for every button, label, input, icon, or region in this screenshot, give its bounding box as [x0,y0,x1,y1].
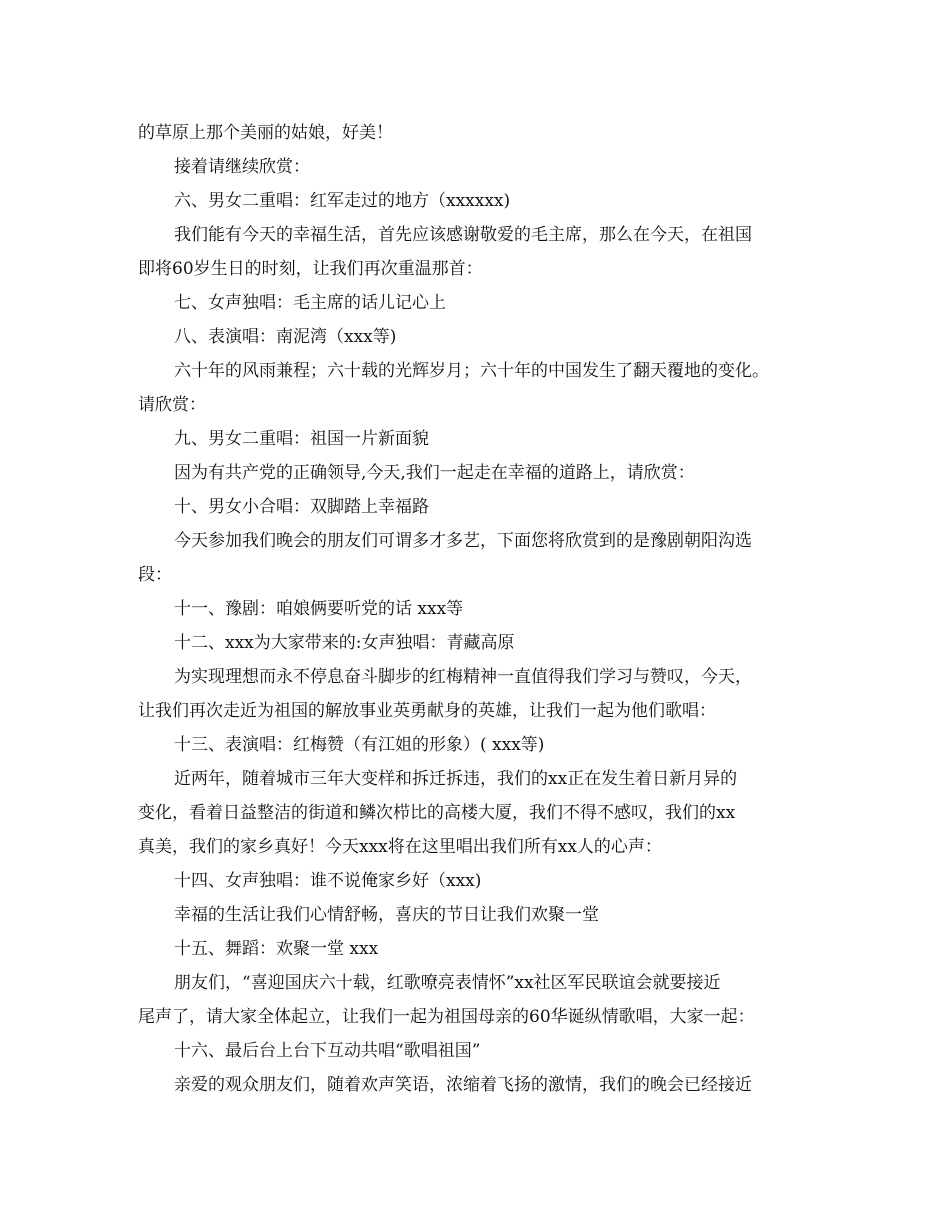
text-line: 为实现理想而永不停息奋斗脚步的红梅精神一直值得我们学习与赞叹，今天， [174,667,752,687]
text-line: 十五、舞蹈：欢聚一堂 xxx [174,939,379,959]
text-line: 十六、最后台上台下互动共唱“歌唱祖国” [174,1041,481,1061]
text-line: 朋友们，“喜迎国庆六十载，红歌嘹亮表情怀”xx社区军民联谊会就要接近 [174,973,721,993]
text-line: 幸福的生活让我们心情舒畅，喜庆的节日让我们欢聚一堂 [174,905,599,925]
text-line: 十二、xxx为大家带来的:女声独唱：青藏高原 [174,633,515,653]
text-line: 九、男女二重唱：祖国一片新面貌 [174,429,429,449]
text-line: 十三、表演唱：红梅赞（有江姐的形象）( xxx等) [174,735,545,755]
text-line: 因为有共产党的正确领导,今天,我们一起走在幸福的道路上，请欣赏： [174,463,695,483]
text-line: 今天参加我们晚会的朋友们可谓多才多艺，下面您将欣赏到的是豫剧朝阳沟选 [174,531,752,551]
text-line: 近两年，随着城市三年大变样和拆迁拆违，我们的xx正在发生着日新月异的 [174,769,738,789]
text-line: 十、男女小合唱：双脚踏上幸福路 [174,497,429,517]
text-line: 尾声了，请大家全体起立，让我们一起为祖国母亲的60华诞纵情歌唱，大家一起： [138,1007,755,1027]
text-line: 让我们再次走近为祖国的解放事业英勇献身的英雄，让我们一起为他们歌唱： [138,701,716,721]
text-line: 八、表演唱：南泥湾（xxx等) [174,327,397,347]
text-line: 段： [138,565,172,585]
text-line: 真美，我们的家乡真好！今天xxx将在这里唱出我们所有xx人的心声： [138,837,662,857]
text-line: 我们能有今天的幸福生活，首先应该感谢敬爱的毛主席，那么在今天，在祖国 [174,225,752,245]
text-line: 七、女声独唱：毛主席的话儿记心上 [174,293,446,313]
text-line: 六、男女二重唱：红军走过的地方（xxxxxx) [174,191,511,211]
text-line: 六十年的风雨兼程；六十载的光辉岁月；六十年的中国发生了翻天覆地的变化。 [174,361,769,381]
text-line: 即将60岁生日的时刻，让我们再次重温那首： [138,259,483,279]
text-line: 亲爱的观众朋友们，随着欢声笑语，浓缩着飞扬的激情，我们的晚会已经接近 [174,1075,752,1095]
text-line: 请欣赏： [138,395,206,415]
text-line: 变化，看着日益整洁的街道和鳞次栉比的高楼大厦，我们不得不感叹，我们的xx [138,803,736,823]
text-line: 的草原上那个美丽的姑娘，好美！ [138,123,393,143]
text-line: 接着请继续欣赏： [174,157,310,177]
text-line: 十一、豫剧：咱娘俩要听党的话 xxx等 [174,599,464,619]
text-line: 十四、女声独唱：谁不说俺家乡好（xxx) [174,871,482,891]
document-body [138,116,818,1102]
